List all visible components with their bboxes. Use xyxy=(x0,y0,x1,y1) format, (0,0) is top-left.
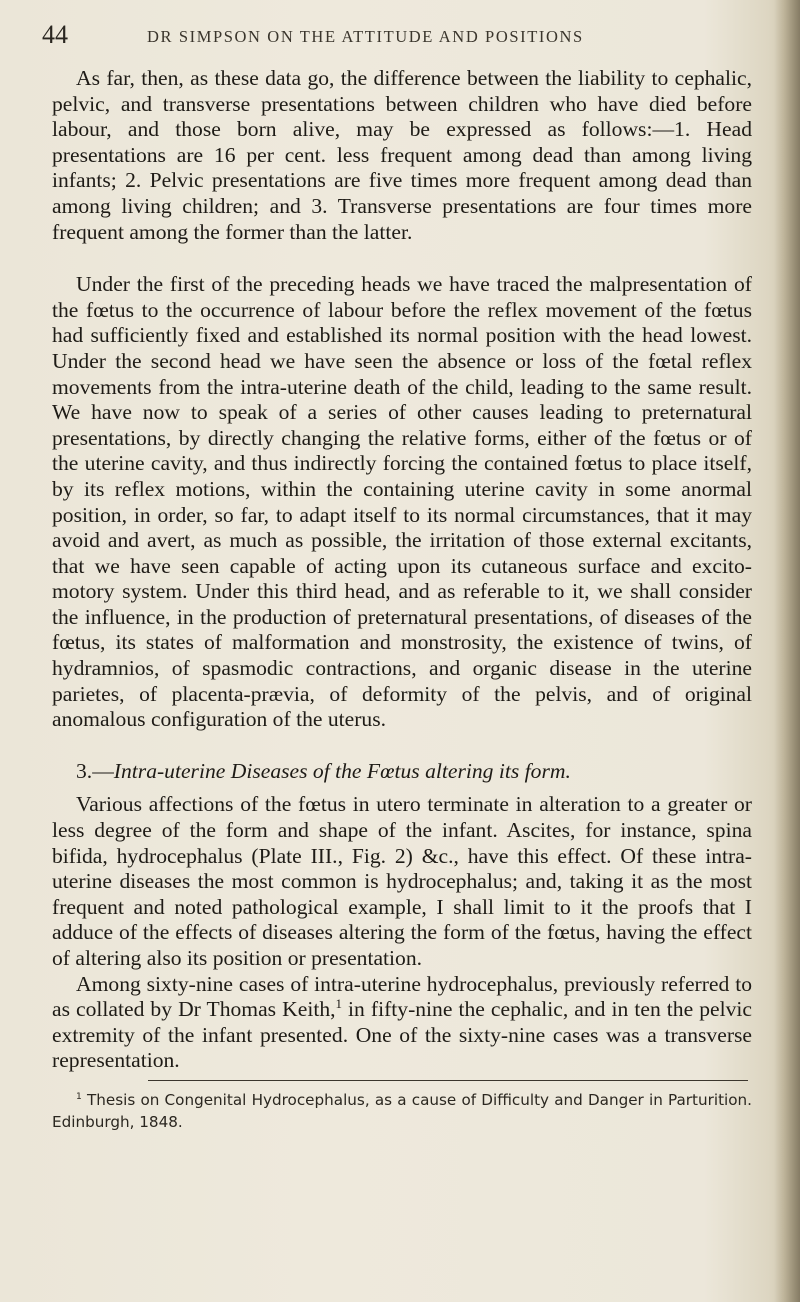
section-heading xyxy=(52,759,752,785)
section-number: 3.— xyxy=(76,758,114,783)
paragraph: Under the first of the preceding heads we have traced the malpresentation of the fœtus to the occurrence of labour before the reflex movement of the fœtus had sufficiently fixed and established its normal position with the head lowest. Under the second head we have seen the absence or loss of the fœtal reflex movements from the intra-uterine death of the child, leading to the same result. We have now to speak of a series of other causes leading to preternatural presentations, by directly changing the relative forms, either of the fœtus or of the uterine cavity, and thus indirectly forcing the contained fœtus to place itself, by its reflex motions, within the containing uterine cavity in some anormal position, in order, so far, to adapt itself to its normal circumstances, that it may avoid and avert, as much as possible, the irritation of those external excitants, that we have seen capable of acting upon its cutaneous surface and excito-motory system. Under this third head, and as referable to it, we shall consider the influence, in the production of preternatural presentations, of diseases of the fœtus, its states of malformation and monstrosity, the existence of twins, of hydramnios, of spasmodic contractions, and organic disease in the uterine parietes, of placenta-prævia, of deformity of the pelvis, and of original anomalous configuration of the uterus. xyxy=(52,272,752,732)
footnote-marker: 1 xyxy=(76,1091,82,1102)
footnote-reference: 1 xyxy=(335,996,342,1011)
paragraph: As far, then, as these data go, the difference between the liability to cephalic, pelvic, and transverse presentations between children who have died before labour, and those born alive, may be expressed as follows:—1. Head presentations are 16 per cent. less frequent among dead than among living infants; 2. Pelvic presentations are five times more frequent among dead than among living children; and 3. Transverse presentations are four times more frequent among the former than the latter. xyxy=(52,66,752,244)
footnote-divider xyxy=(148,1080,748,1081)
paragraph-text: Among sixty-nine cases of intra-uterine hydrocephalus, previously referred to as collated by Dr Thomas Keith, xyxy=(52,971,752,1022)
page-edge-shadow xyxy=(774,0,800,1302)
page-body xyxy=(52,66,752,1133)
footnote-text: Thesis on Congenital Hydrocephalus, as a cause of Difficulty and Danger in Parturition. Edinburgh, 1848. xyxy=(52,1090,752,1131)
paragraph: Various affections of the fœtus in utero terminate in alteration to a greater or less degree of the form and shape of the infant. Ascites, for instance, spina bifida, hydrocephalus (Plate III., Fig. 2) &c., have this effect. Of these intra-uterine diseases the most common is hydrocephalus; and, taking it as the most frequent and noted pathological example, I shall limit to it the proofs that I adduce of the effects of diseases altering the form of the fœtus, having the effect of altering also its position or presentation. xyxy=(52,792,752,970)
running-head-title: DR SIMPSON ON THE ATTITUDE AND POSITIONS xyxy=(147,27,584,46)
page-number: 44 xyxy=(42,20,68,49)
section-title: Intra-uterine Diseases of the Fœtus altering its form. xyxy=(113,758,571,783)
running-head xyxy=(42,20,742,56)
paragraph-with-footnote-ref xyxy=(52,972,752,1074)
paragraph-text: in fifty-nine the cephalic, and in ten the pelvic extremity of the infant presented. One of the sixty-nine cases was a transverse representation. xyxy=(52,997,752,1073)
footnote xyxy=(52,1089,752,1133)
